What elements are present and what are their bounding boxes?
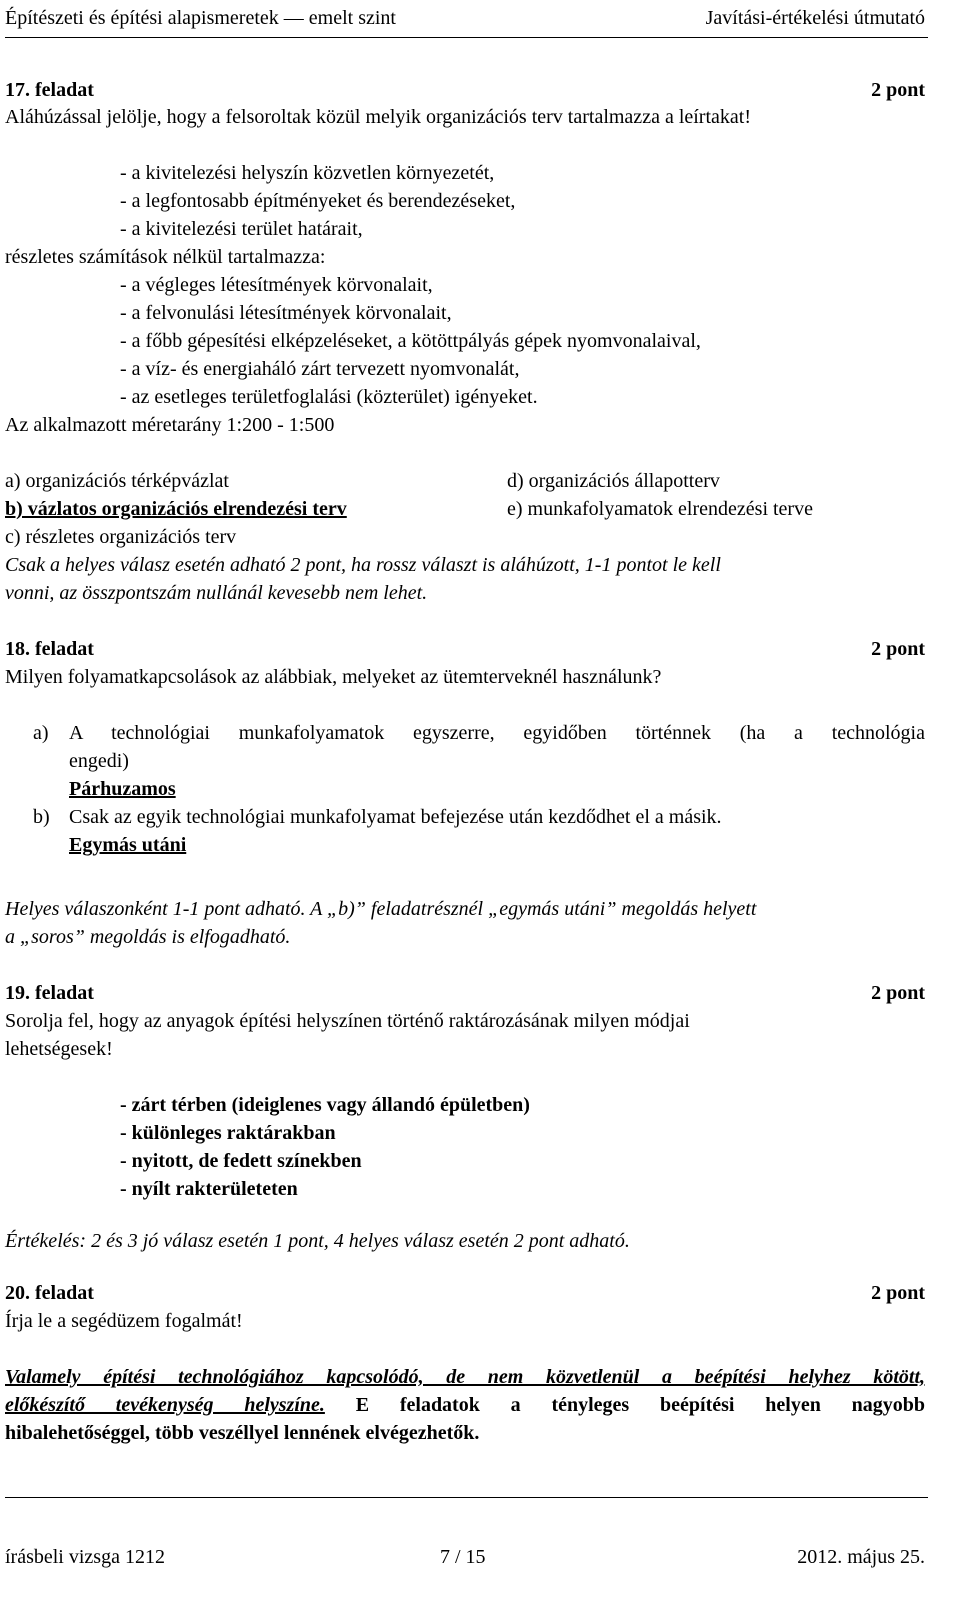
q17-option-c: c) részletes organizációs terv: [5, 526, 237, 548]
q18-title: 18. feladat: [5, 638, 94, 660]
header-right: Javítási-értékelési útmutató: [705, 7, 925, 29]
q17-note-line1: Csak a helyes válasz esetén adható 2 pont, ha rossz választ is aláhúzott, 1-1 pontot le kell: [5, 554, 721, 576]
q17-list2-item: - a főbb gépesítési elképzeléseket, a kötöttpályás gépek nyomvonalaival,: [120, 330, 701, 352]
q18-b-label: b): [33, 806, 50, 828]
q18-a-answer: Párhuzamos: [69, 778, 176, 800]
q19-answer-item: - zárt térben (ideiglenes vagy állandó épületben): [120, 1094, 530, 1116]
q18-prompt: Milyen folyamatkapcsolások az alábbiak, melyeket az ütemterveknél használunk?: [5, 666, 662, 688]
q18-a-text-line1: A technológiai munkafolyamatok egyszerre, egyidőben történnek (ha a technológia: [69, 722, 925, 744]
q17-list1-item: - a kivitelezési helyszín közvetlen környezetét,: [120, 162, 495, 184]
q17-points: 2 pont: [871, 79, 925, 101]
footer-left: írásbeli vizsga 1212: [5, 1546, 165, 1568]
q18-a-label: a): [33, 722, 49, 744]
q20-answer-line2-underlined: előkészítő tevékenység helyszíne.: [5, 1394, 325, 1416]
q18-points: 2 pont: [871, 638, 925, 660]
q19-title: 19. feladat: [5, 982, 94, 1004]
q19-answer-item: - nyílt rakterületeten: [120, 1178, 298, 1200]
footer-page-number: 7 / 15: [440, 1546, 486, 1568]
q19-note: Értékelés: 2 és 3 jó válasz esetén 1 pont, 4 helyes válasz esetén 2 pont adható.: [5, 1230, 630, 1252]
q17-list1-item: - a kivitelezési terület határait,: [120, 218, 363, 240]
q20-answer-line3: hibalehetőséggel, több veszéllyel lennének elvégezhetők.: [5, 1422, 480, 1444]
q20-prompt: Írja le a segédüzem fogalmát!: [5, 1310, 243, 1332]
q17-option-e: e) munkafolyamatok elrendezési terve: [507, 498, 813, 520]
q19-prompt-line2: lehetségesek!: [5, 1038, 113, 1060]
q19-answer-item: - különleges raktárakban: [120, 1122, 336, 1144]
q18-note-line1: Helyes válaszonként 1-1 pont adható. A „b)” feladatrésznél „egymás utáni” megoldás helyett: [5, 898, 757, 920]
q17-title: 17. feladat: [5, 79, 94, 101]
footer-rule: [5, 1497, 928, 1498]
q17-list2-item: - a felvonulási létesítmények körvonalait,: [120, 302, 452, 324]
q17-list2-item: - az esetleges területfoglalási (közterület) igényeket.: [120, 386, 538, 408]
q17-list1-item: - a legfontosabb építményeket és berendezéseket,: [120, 190, 516, 212]
q18-a-text-line2: engedi): [69, 750, 129, 772]
q17-list2-item: - a víz- és energiaháló zárt tervezett nyomvonalát,: [120, 358, 520, 380]
q19-points: 2 pont: [871, 982, 925, 1004]
q17-prompt: Aláhúzással jelölje, hogy a felsoroltak közül melyik organizációs terv tartalmazza a leírtakat!: [5, 106, 751, 128]
q17-option-a: a) organizációs térképvázlat: [5, 470, 229, 492]
q18-b-text: Csak az egyik technológiai munkafolyamat befejezése után kezdődhet el a másik.: [69, 806, 722, 828]
q17-note-line2: vonni, az összpontszám nullánál kevesebb nem lehet.: [5, 582, 428, 604]
q19-answer-item: - nyitott, de fedett színekben: [120, 1150, 362, 1172]
footer-date: 2012. május 25.: [797, 1546, 925, 1568]
q17-mid-text: részletes számítások nélkül tartalmazza:: [5, 246, 326, 268]
q18-b-answer: Egymás utáni: [69, 834, 187, 856]
q20-answer-line2-rest: E feladatok a tényleges beépítési helyen nagyobb: [324, 1394, 925, 1416]
q20-points: 2 pont: [871, 1282, 925, 1304]
q19-prompt-line1: Sorolja fel, hogy az anyagok építési helyszínen történő raktározásának milyen módjai: [5, 1010, 690, 1032]
header-left: Építészeti és építési alapismeretek — emelt szint: [5, 7, 396, 29]
q20-answer-line1: Valamely építési technológiához kapcsolódó, de nem közvetlenül a beépítési helyhez kötött,: [5, 1366, 925, 1388]
q17-scale: Az alkalmazott méretarány 1:200 - 1:500: [5, 414, 335, 436]
q17-option-d: d) organizációs állapotterv: [507, 470, 720, 492]
q20-title: 20. feladat: [5, 1282, 94, 1304]
q17-option-b-answer: b) vázlatos organizációs elrendezési terv: [5, 498, 347, 520]
header-rule: [5, 37, 928, 38]
q20-answer-line2: [5, 1395, 925, 1415]
q18-note-line2: a „soros” megoldás is elfogadható.: [5, 926, 291, 948]
q17-list2-item: - a végleges létesítmények körvonalait,: [120, 274, 433, 296]
